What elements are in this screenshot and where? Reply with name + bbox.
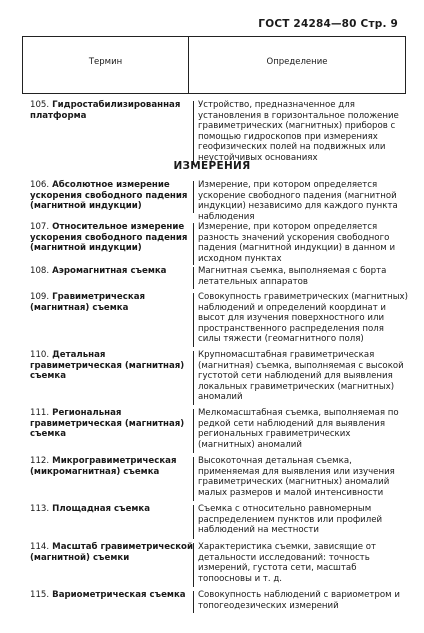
- entry-number: 112.: [30, 456, 50, 466]
- definition-bar: [193, 223, 194, 265]
- entry-number: 110.: [30, 350, 50, 360]
- entry-definition: Устройство, предназначенное для установления в горизонтальное положение гравиметрических (магнитных) приборов с помощью гидроскопов при измерениях геофизических полей на подвижных или неустойчивых основаниях: [198, 100, 399, 163]
- entry-term: Гравиметрическая (магнитная) съемка: [30, 292, 146, 313]
- entry-number: 109.: [30, 292, 50, 302]
- entry-term: Абсолютное измерение ускорения свободного падения (магнитной индукции): [30, 180, 188, 212]
- term-column-header: Термин: [88, 57, 123, 67]
- entry-term: Аэромагнитная съемка: [52, 266, 167, 276]
- entry-term: Гидростабилизированная платформа: [30, 100, 181, 121]
- table-header: [22, 36, 406, 94]
- entry-term: Детальная гравиметрическая (магнитная) съемка: [30, 350, 185, 382]
- entry-definition: Совокупность наблюдений с вариометром и топогеодезических измерений: [198, 590, 400, 611]
- definition-bar: [193, 293, 194, 347]
- definition-bar: [193, 181, 194, 213]
- definition-bar: [193, 591, 194, 613]
- entry-term: Региональная гравиметрическая (магнитная) съемка: [30, 408, 185, 440]
- section-title: ИЗМЕРЕНИЯ: [173, 160, 251, 172]
- entry-term: Относительное измерение ускорения свободного падения (магнитной индукции): [30, 222, 188, 254]
- definition-bar: [193, 351, 194, 405]
- entry-definition: Мелкомасштабная съемка, выполняемая по редкой сети наблюдений для выявления региональных гравиметрических (магнитных) аномалий: [198, 408, 399, 450]
- entry-definition: Измерение, при котором определяется ускорение свободного падения (магнитной индукции) независимо для каждого пункта наблюдения: [198, 180, 398, 222]
- entry-definition: Высокоточная детальная съемка, применяемая для выявления или изучения гравиметрических (магнитных) аномалий малых размеров и малой интенсивности: [198, 456, 395, 498]
- entry-term: Вариометрическая съемка: [52, 590, 186, 600]
- entry-number: 105.: [30, 100, 50, 110]
- entry-number: 111.: [30, 408, 50, 418]
- entry-term: Площадная съемка: [52, 504, 151, 514]
- definition-bar: [193, 409, 194, 453]
- entry-definition: Съемка с относительно равномерным распределением пунктов или профилей наблюдений на местности: [198, 504, 383, 536]
- entry-definition: Совокупность гравиметрических (магнитных) наблюдений и определений координат и высот для изучения поверхностного или пространственного распределения поля силы тяжести (геомагнитного поля): [198, 292, 408, 345]
- definition-bar: [193, 267, 194, 289]
- definition-column-header: Определение: [266, 57, 328, 67]
- entry-definition: Магнитная съемка, выполняемая с борта летательных аппаратов: [198, 266, 387, 287]
- entry-number: 114.: [30, 542, 50, 552]
- page-header: ГОСТ 24284—80 Стр. 9: [258, 18, 398, 30]
- definition-bar: [193, 457, 194, 501]
- definition-bar: [193, 505, 194, 539]
- definition-bar: [193, 543, 194, 587]
- entry-definition: Характеристика съемки, зависящие от детальности исследований: точность измерений, густота сети, масштаб топоосновы и т. д.: [198, 542, 377, 584]
- entry-definition: Измерение, при котором определяется разность значений ускорения свободного падения (магнитной индукции) в данном и исходном пунктах: [198, 222, 396, 264]
- entry-number: 108.: [30, 266, 50, 276]
- entry-number: 106.: [30, 180, 50, 190]
- entry-number: 113.: [30, 504, 50, 514]
- entry-term: Микрогравиметрическая (микромагнитная) съемка: [30, 456, 177, 477]
- definition-bar: [193, 101, 194, 165]
- entry-number: 115.: [30, 590, 50, 600]
- entry-number: 107.: [30, 222, 50, 232]
- entry-term: Масштаб гравиметрической (магнитной) съемки: [30, 542, 193, 563]
- entry-definition: Крупномасштабная гравиметрическая (магнитная) съемка, выполняемая с высокой густотой сети наблюдений для выявления локальных гравиметрических (магнитных) аномалий: [198, 350, 404, 403]
